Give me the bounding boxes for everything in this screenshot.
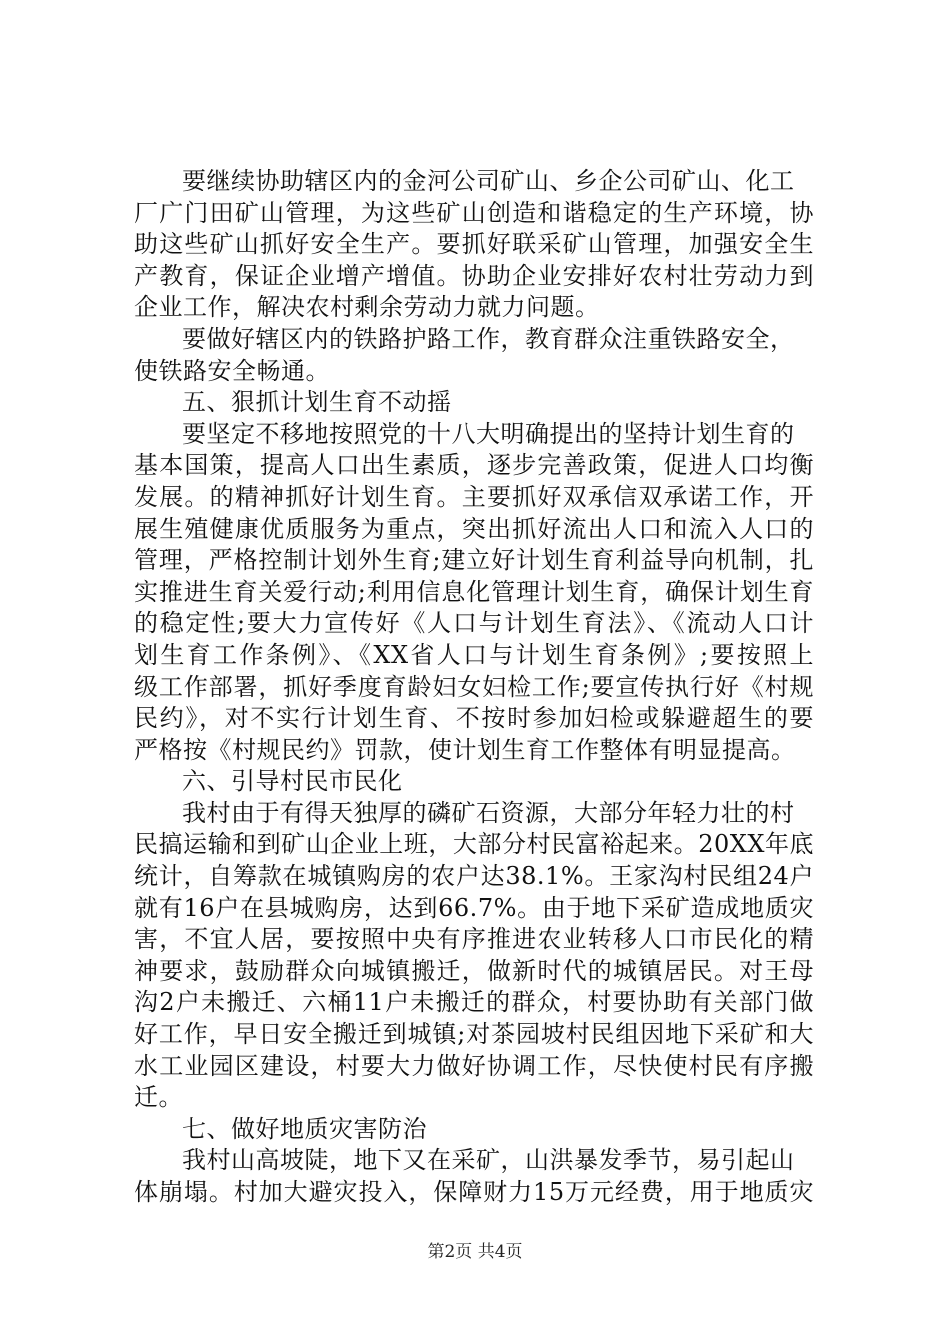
- paragraph-line: 严格按《村规民约》罚款，使计划生育工作整体有明显提高。: [134, 735, 796, 764]
- paragraph-line: 要继续协助辖区内的金河公司矿山、乡企公司矿山、化工: [182, 167, 795, 195]
- paragraph-line: 使铁路安全畅通。: [134, 356, 330, 385]
- paragraph-line: 发展。的精神抓好计划生育。主要抓好双承信双承诺工作，开: [134, 482, 814, 511]
- paragraph-line: 害，不宜人居，要按照中央有序推进农业转移人口市民化的精: [134, 925, 814, 954]
- paragraph-line: 管理，严格控制计划外生育;建立好计划生育利益导向机制，扎: [134, 546, 814, 575]
- paragraph-line: 企业工作，解决农村剩余劳动力就力问题。: [134, 293, 600, 322]
- paragraph-line: 的稳定性;要大力宣传好《人口与计划生育法》、《流动人口计: [134, 609, 814, 638]
- paragraph-line: 神要求，鼓励群众向城镇搬迁，做新时代的城镇居民。对王母: [134, 956, 814, 985]
- paragraph-line: 统计，自筹款在城镇购房的农户达38.1%。王家沟村民组24户: [134, 862, 814, 891]
- paragraph-line: 产教育，保证企业增产增值。协助企业安排好农村壮劳动力到: [134, 261, 814, 290]
- paragraph-line: 我村山高坡陡，地下又在采矿，山洪暴发季节，易引起山: [182, 1146, 795, 1175]
- paragraph-line: 迁。: [134, 1083, 183, 1112]
- section-heading: 七、做好地质灾害防治: [182, 1114, 427, 1143]
- paragraph-line: 民约》，对不实行计划生育、不按时参加妇检或躲避超生的要: [134, 704, 814, 733]
- section-heading: 六、引导村民市民化: [182, 767, 403, 796]
- paragraph-line: 民搞运输和到矿山企业上班，大部分村民富裕起来。20XX年底: [134, 830, 814, 859]
- paragraph-line: 要做好辖区内的铁路护路工作，教育群众注重铁路安全，: [182, 324, 795, 353]
- page-number-footer: 第2页 共4页: [427, 1242, 523, 1262]
- paragraph-line: 要坚定不移地按照党的十八大明确提出的坚持计划生育的: [182, 419, 795, 448]
- paragraph-line: 基本国策，提高人口出生素质，逐步完善政策，促进人口均衡: [134, 451, 814, 480]
- paragraph-line: 好工作，早日安全搬迁到城镇;对茶园坡村民组因地下采矿和大: [134, 1020, 814, 1049]
- paragraph-line: 厂广门田矿山管理，为这些矿山创造和谐稳定的生产环境，协: [134, 198, 814, 227]
- paragraph-line: 展生殖健康优质服务为重点，突出抓好流出人口和流入人口的: [134, 514, 814, 543]
- paragraph-line: 沟2户未搬迁、六桶11户未搬迁的群众，村要协助有关部门做: [134, 988, 814, 1017]
- document-body: [134, 166, 814, 1209]
- paragraph-line: 就有16户在县城购房，达到66.7%。由于地下采矿造成地质灾: [134, 893, 814, 922]
- paragraph-line: 体崩塌。村加大避灾投入，保障财力15万元经费，用于地质灾: [134, 1178, 814, 1206]
- paragraph-line: 我村由于有得天独厚的磷矿石资源，大部分年轻力壮的村: [182, 798, 795, 827]
- section-heading: 五、狠抓计划生育不动摇: [182, 388, 452, 417]
- paragraph-line: 划生育工作条例》、《XX省人口与计划生育条例》;要按照上: [134, 640, 814, 669]
- paragraph-line: 实推进生育关爱行动;利用信息化管理计划生育，确保计划生育: [134, 577, 814, 606]
- paragraph-line: 级工作部署，抓好季度育龄妇女妇检工作;要宣传执行好《村规: [134, 672, 814, 701]
- paragraph-line: 助这些矿山抓好安全生产。要抓好联采矿山管理，加强安全生: [134, 230, 814, 259]
- paragraph-line: 水工业园区建设，村要大力做好协调工作，尽快使村民有序搬: [134, 1051, 814, 1080]
